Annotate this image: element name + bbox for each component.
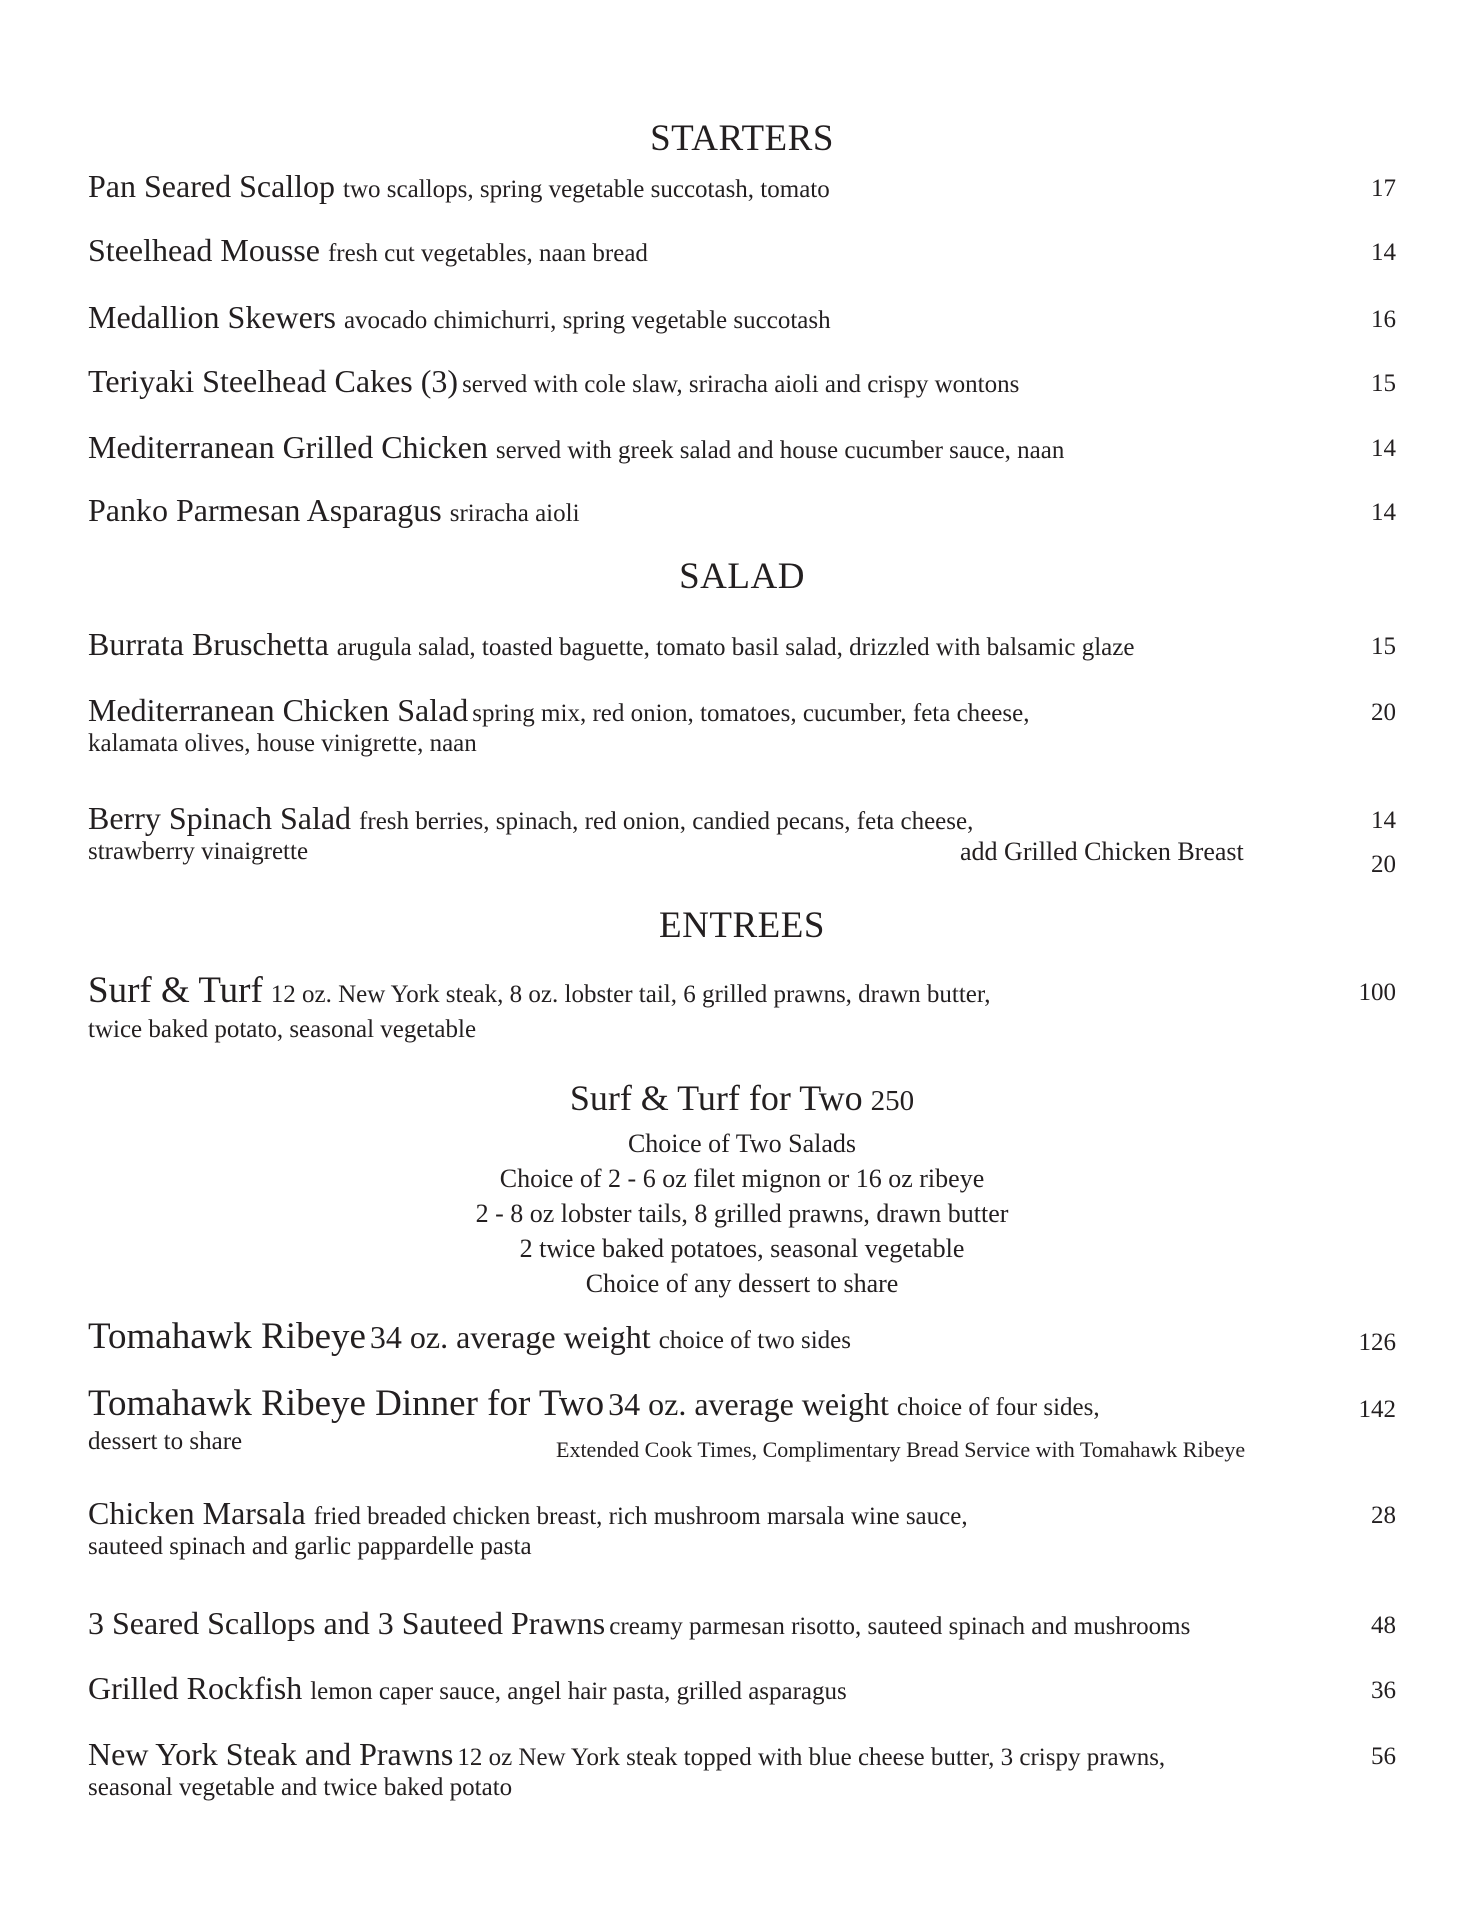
item-description: choice of two sides (658, 1327, 851, 1354)
salad-heading: SALAD (679, 556, 805, 597)
item-name: Surf & Turf (88, 970, 263, 1011)
item-price: 56 (1371, 1743, 1396, 1770)
item-name: Grilled Rockfish (88, 1670, 303, 1706)
menu-item (88, 494, 1408, 526)
item-name: Tomahawk Ribeye Dinner for Two (88, 1383, 605, 1424)
item-name: Tomahawk Ribeye (88, 1316, 366, 1357)
starters-heading: STARTERS (650, 118, 834, 159)
menu-item (88, 1607, 1408, 1639)
entrees-heading: ENTREES (659, 905, 825, 946)
item-description: two scallops, spring vegetable succotash, tomato (343, 176, 830, 203)
item-price: 14 (1371, 499, 1396, 526)
item-description: avocado chimichurri, spring vegetable succotash (343, 307, 831, 334)
item-price: 14 (1371, 807, 1396, 834)
item-price: 142 (1358, 1396, 1396, 1423)
item-name: Medallion Skewers (88, 299, 336, 335)
item-name: Mediterranean Chicken Salad (88, 692, 469, 728)
addon-price: 20 (1371, 851, 1396, 878)
item-name: Teriyaki Steelhead Cakes (3) (88, 363, 459, 399)
menu-item (88, 970, 1408, 1043)
item-description: sriracha aioli (449, 500, 580, 527)
item-description: served with cole slaw, sriracha aioli and crispy wontons (462, 371, 1020, 398)
item-name: New York Steak and Prawns (88, 1736, 454, 1772)
item-price: 17 (1371, 175, 1396, 202)
item-price: 16 (1371, 306, 1396, 333)
menu-item (88, 234, 1408, 266)
item-description: served with greek salad and house cucumber sauce, naan (495, 437, 1065, 464)
feature-line: 2 - 8 oz lobster tails, 8 grilled prawns, drawn butter (475, 1199, 1009, 1228)
item-description: lemon caper sauce, angel hair pasta, grilled asparagus (310, 1678, 847, 1705)
item-description: arugula salad, toasted baguette, tomato basil salad, drizzled with balsamic glaze (336, 634, 1135, 661)
menu-item (88, 1318, 1408, 1355)
menu-item (88, 365, 1408, 397)
item-name: Burrata Bruschetta (88, 626, 329, 662)
surf-turf-for-two (0, 1080, 1484, 1301)
item-price: 15 (1371, 633, 1396, 660)
item-price: 14 (1371, 239, 1396, 266)
feature-line: Choice of 2 - 6 oz filet mignon or 16 oz ribeye (499, 1164, 985, 1193)
item-description-cont: seasonal vegetable and twice baked potato (88, 1774, 513, 1801)
feature-line: Choice of Two Salads (627, 1129, 857, 1158)
menu-item (88, 301, 1408, 333)
item-description-cont: twice baked potato, seasonal vegetable (88, 1016, 477, 1043)
item-name: Berry Spinach Salad (88, 800, 352, 836)
addon-label: add Grilled Chicken Breast (960, 837, 1244, 866)
item-name: Chicken Marsala (88, 1495, 306, 1531)
menu-item (88, 1672, 1408, 1704)
menu-item (88, 1736, 1408, 1801)
menu-item (88, 170, 1408, 202)
item-description: choice of four sides, (896, 1394, 1100, 1421)
feature-line: 2 twice baked potatoes, seasonal vegetable (519, 1234, 965, 1263)
item-description: fried breaded chicken breast, rich mushroom marsala wine sauce, (313, 1503, 968, 1530)
feature-title: Surf & Turf for Two (569, 1078, 863, 1118)
menu-item (88, 1495, 1408, 1560)
item-name: Pan Seared Scallop (88, 168, 336, 204)
item-name: Mediterranean Grilled Chicken (88, 429, 488, 465)
item-price: 126 (1358, 1329, 1396, 1356)
item-price: 28 (1371, 1502, 1396, 1529)
item-price: 20 (1371, 699, 1396, 726)
item-price: 14 (1371, 435, 1396, 462)
item-description: fresh cut vegetables, naan bread (327, 240, 648, 267)
item-description: spring mix, red onion, tomatoes, cucumber, feta cheese, (472, 700, 1030, 727)
menu-item (88, 692, 1408, 757)
item-description: 12 oz New York steak topped with blue cheese butter, 3 crispy prawns, (457, 1744, 1166, 1771)
item-description: 12 oz. New York steak, 8 oz. lobster tail, 6 grilled prawns, drawn butter, (270, 981, 991, 1008)
item-description-cont: dessert to share (88, 1428, 243, 1455)
item-name: 3 Seared Scallops and 3 Sauteed Prawns (88, 1605, 606, 1641)
item-weight: 34 oz. average weight (608, 1386, 889, 1422)
item-name: Steelhead Mousse (88, 232, 320, 268)
item-description-cont: strawberry vinaigrette (88, 838, 309, 865)
item-price: 100 (1358, 979, 1396, 1006)
item-name: Panko Parmesan Asparagus (88, 492, 442, 528)
feature-line: Choice of any dessert to share (585, 1269, 899, 1298)
item-price: 36 (1371, 1677, 1396, 1704)
menu-item (88, 431, 1408, 463)
item-description-cont: sauteed spinach and garlic pappardelle pasta (88, 1533, 532, 1560)
item-description: creamy parmesan risotto, sauteed spinach and mushrooms (609, 1613, 1191, 1640)
item-description: fresh berries, spinach, red onion, candied pecans, feta cheese, (359, 808, 974, 835)
item-price: 48 (1371, 1612, 1396, 1639)
menu-item (88, 628, 1408, 660)
item-weight: 34 oz. average weight (369, 1319, 651, 1355)
cook-time-note: Extended Cook Times, Complimentary Bread Service with Tomahawk Ribeye (556, 1437, 1246, 1462)
item-description-cont: kalamata olives, house vinigrette, naan (88, 730, 477, 757)
item-price: 15 (1371, 370, 1396, 397)
feature-price: 250 (870, 1085, 915, 1117)
